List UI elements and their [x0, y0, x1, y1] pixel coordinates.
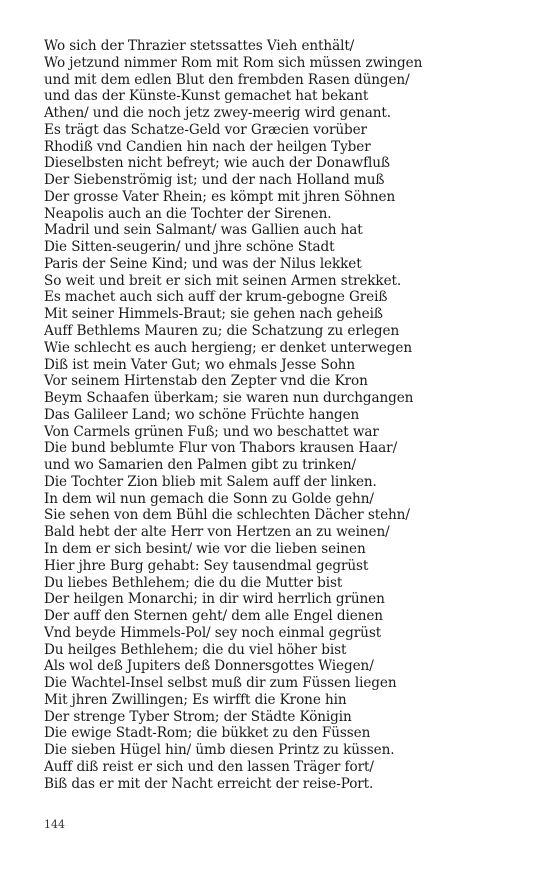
poem-line: Auff Bethlems Mauren zu; die Schatzung zu erlegen [44, 323, 400, 340]
poem-line: Die ewige Stadt-Rom; die bükket zu den Füssen [44, 725, 371, 742]
poem-line: Neapolis auch an die Tochter der Sirenen. [44, 205, 332, 222]
poem-line: Die Tochter Zion blieb mit Salem auff der linken. [44, 473, 377, 490]
poem-line: und mit dem edlen Blut den frembden Rasen düngen/ [44, 71, 410, 88]
page-number: 144 [44, 818, 65, 831]
poem-line: Der grosse Vater Rhein; es kömpt mit jhren Söhnen [44, 188, 396, 205]
poem-line: Du liebes Bethlehem; die du die Mutter bist [44, 574, 343, 591]
poem-line: Wo jetzund nimmer Rom mit Rom sich müssen zwingen [44, 54, 423, 71]
poem-line: Madril und sein Salmant/ was Gallien auch hat [44, 222, 363, 239]
poem-line: Der auff den Sternen geht/ dem alle Engel dienen [44, 608, 383, 625]
poem-line: Auff diß reist er sich und den lassen Träger fort/ [44, 758, 374, 775]
poem-line: Athen/ und die noch jetz zwey-meerig wird genant. [44, 105, 391, 122]
poem-line: Biß das er mit der Nacht erreicht der reise-Port. [44, 775, 374, 792]
poem-line: Der Siebenströmig ist; und der nach Holland muß [44, 172, 385, 189]
poem-line: Es trägt das Schatze-Geld vor Græcien vorüber [44, 121, 367, 138]
poem-line: Das Galileer Land; wo schöne Früchte hangen [44, 406, 360, 423]
poem-line: Diß ist mein Vater Gut; wo ehmals Jesse Sohn [44, 356, 356, 373]
poem-line: Bald hebt der alte Herr von Hertzen an zu weinen/ [44, 524, 390, 541]
poem-line: Es machet auch sich auff der krum-gebogne Greiß [44, 289, 388, 306]
poem-line: Dieselbsten nicht befreyt; wie auch der Donawfluß [44, 155, 390, 172]
poem-line: Der heilgen Monarchi; in dir wird herrlich grünen [44, 591, 385, 608]
poem-line: Von Carmels grünen Fuß; und wo beschattet war [44, 423, 379, 440]
poem-line: Der strenge Tyber Strom; der Städte Königin [44, 708, 352, 725]
poem-line: Mit seiner Himmels-Braut; sie gehen nach geheiß [44, 306, 383, 323]
poem-line: Wo sich der Thrazier stetssattes Vieh enthält/ [44, 38, 355, 54]
poem-line: und das der Künste-Kunst gemachet hat bekant [44, 88, 369, 105]
poem-line: So weit und breit er sich mit seinen Armen strekket. [44, 272, 402, 289]
poem-line: In dem er sich besint/ wie vor die lieben seinen [44, 540, 366, 557]
poem-line: Paris der Seine Kind; und was der Nilus lekket [44, 255, 362, 272]
poem-line: Die Sitten-seugerin/ und jhre schöne Stadt [44, 239, 335, 256]
poem-line: Die bund beblumte Flur von Thabors krausen Haar/ [44, 440, 398, 457]
poem-line: Vor seinem Hirtenstab den Zepter vnd die Kron [44, 373, 368, 390]
poem-text [44, 38, 514, 792]
poem-line: Mit jhren Zwillingen; Es wirfft die Krone hin [44, 691, 347, 708]
poem-line: Vnd beyde Himmels-Pol/ sey noch einmal gegrüst [44, 624, 382, 641]
poem-line: Sie sehen von dem Bühl die schlechten Dächer stehn/ [44, 507, 410, 524]
poem-line: Rhodiß vnd Candien hin nach der heilgen Tyber [44, 138, 371, 155]
poem-line: Du heilges Bethlehem; die du viel höher bist [44, 641, 347, 658]
poem-line: und wo Samarien den Palmen gibt zu trinken/ [44, 457, 357, 474]
poem-line: Beym Schaafen überkam; sie waren nun durchgangen [44, 390, 414, 407]
poem-line: Wie schlecht es auch hergieng; er denket unterwegen [44, 339, 413, 356]
poem-line: Die sieben Hügel hin/ ümb diesen Printz zu küssen. [44, 742, 395, 759]
poem-line: Als wol deß Jupiters deß Donnersgottes Wiegen/ [44, 658, 374, 675]
poem-line: Hier jhre Burg gehabt: Sey tausendmal gegrüst [44, 557, 369, 574]
poem-line: Die Wachtel-Insel selbst muß dir zum Füssen liegen [44, 675, 397, 692]
poem-line: In dem wil nun gemach die Sonn zu Golde gehn/ [44, 490, 374, 507]
